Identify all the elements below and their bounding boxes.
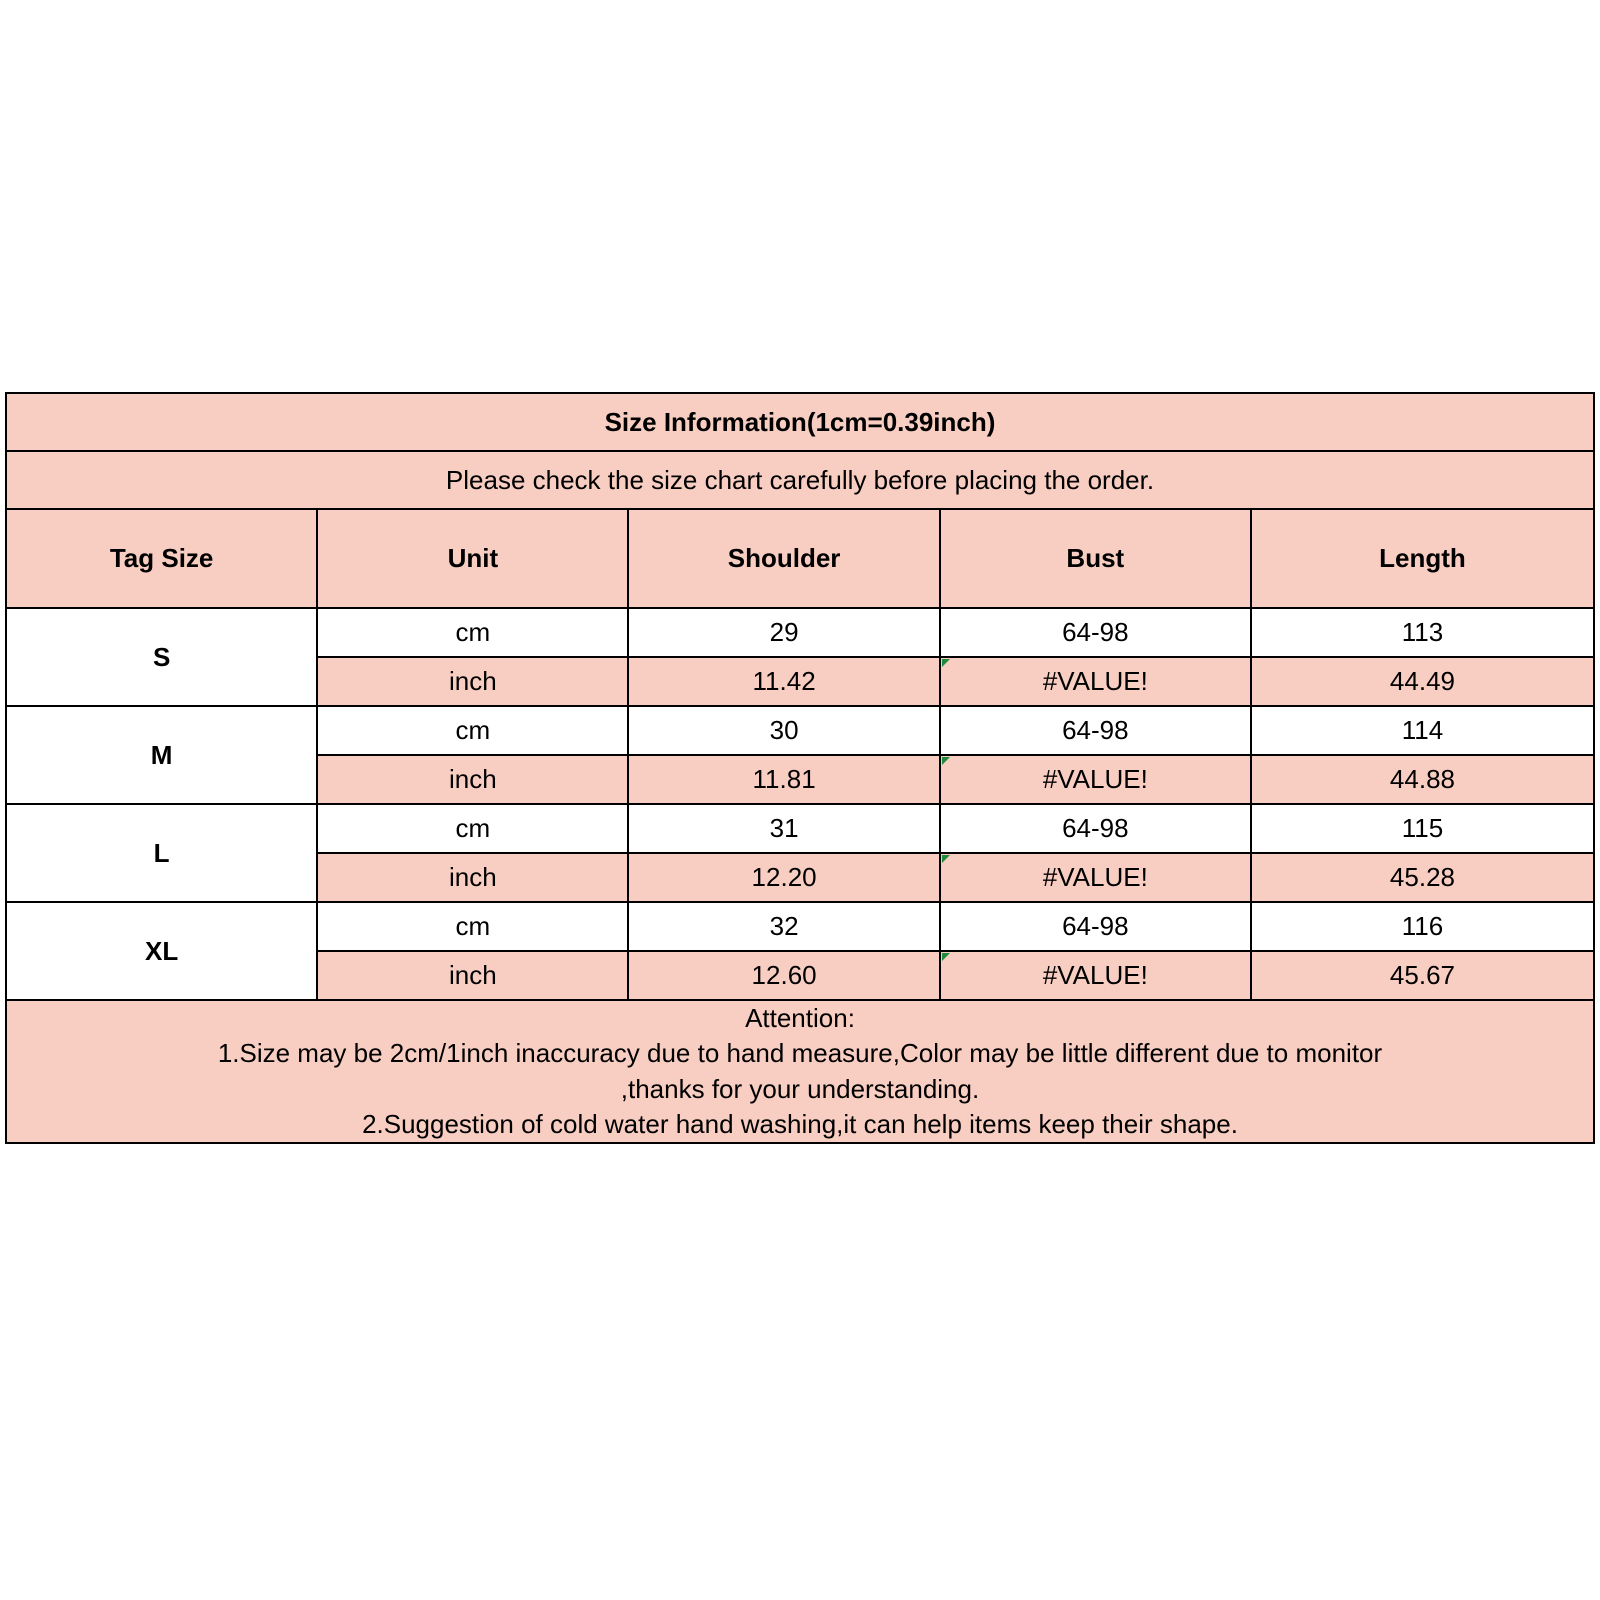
table-row: [6, 804, 1594, 853]
length-value-inch: 45.28: [1251, 853, 1594, 902]
shoulder-value-cm: 30: [628, 706, 939, 755]
table-row: [6, 706, 1594, 755]
attention-heading: Attention:: [745, 1003, 855, 1033]
bust-value-cm: 64-98: [940, 902, 1251, 951]
size-chart-container: [5, 392, 1595, 1144]
attention-block: [6, 1000, 1594, 1143]
bust-value-inch: #VALUE!: [940, 853, 1251, 902]
chart-title: Size Information(1cm=0.39inch): [6, 393, 1594, 451]
table-subtitle-row: [6, 451, 1594, 509]
unit-value-cm: cm: [317, 608, 628, 657]
column-header-unit: Unit: [317, 509, 628, 608]
bust-value-inch: #VALUE!: [940, 951, 1251, 1000]
length-value-cm: 116: [1251, 902, 1594, 951]
tag-size-value: M: [6, 706, 317, 804]
length-value-cm: 115: [1251, 804, 1594, 853]
unit-value-cm: cm: [317, 804, 628, 853]
unit-value-inch: inch: [317, 951, 628, 1000]
bust-value-cm: 64-98: [940, 608, 1251, 657]
unit-value-inch: inch: [317, 755, 628, 804]
tag-size-value: L: [6, 804, 317, 902]
table-title-row: [6, 393, 1594, 451]
bust-value-cm: 64-98: [940, 706, 1251, 755]
size-information-table: [5, 392, 1595, 1144]
column-header-shoulder: Shoulder: [628, 509, 939, 608]
attention-line-1: 1.Size may be 2cm/1inch inaccuracy due to hand measure,Color may be little different due to monitor: [217, 1038, 1383, 1069]
shoulder-value-inch: 11.81: [628, 755, 939, 804]
column-header-tag-size: Tag Size: [6, 509, 317, 608]
attention-line-3: 2.Suggestion of cold water hand washing,it can help items keep their shape.: [362, 1109, 1238, 1140]
shoulder-value-cm: 29: [628, 608, 939, 657]
table-header-row: [6, 509, 1594, 608]
length-value-cm: 113: [1251, 608, 1594, 657]
shoulder-value-cm: 31: [628, 804, 939, 853]
column-header-bust: Bust: [940, 509, 1251, 608]
unit-value-cm: cm: [317, 902, 628, 951]
unit-value-inch: inch: [317, 657, 628, 706]
shoulder-value-inch: 11.42: [628, 657, 939, 706]
unit-value-cm: cm: [317, 706, 628, 755]
shoulder-value-inch: 12.60: [628, 951, 939, 1000]
bust-value-inch: #VALUE!: [940, 657, 1251, 706]
table-row: [6, 902, 1594, 951]
shoulder-value-cm: 32: [628, 902, 939, 951]
length-value-inch: 44.88: [1251, 755, 1594, 804]
unit-value-inch: inch: [317, 853, 628, 902]
length-value-inch: 44.49: [1251, 657, 1594, 706]
tag-size-value: S: [6, 608, 317, 706]
length-value-inch: 45.67: [1251, 951, 1594, 1000]
shoulder-value-inch: 12.20: [628, 853, 939, 902]
bust-value-inch: #VALUE!: [940, 755, 1251, 804]
column-header-length: Length: [1251, 509, 1594, 608]
tag-size-value: XL: [6, 902, 317, 1000]
attention-row: [6, 1000, 1594, 1143]
attention-line-2: ,thanks for your understanding.: [620, 1073, 980, 1104]
bust-value-cm: 64-98: [940, 804, 1251, 853]
length-value-cm: 114: [1251, 706, 1594, 755]
chart-subtitle: Please check the size chart carefully before placing the order.: [6, 451, 1594, 509]
table-row: [6, 608, 1594, 657]
